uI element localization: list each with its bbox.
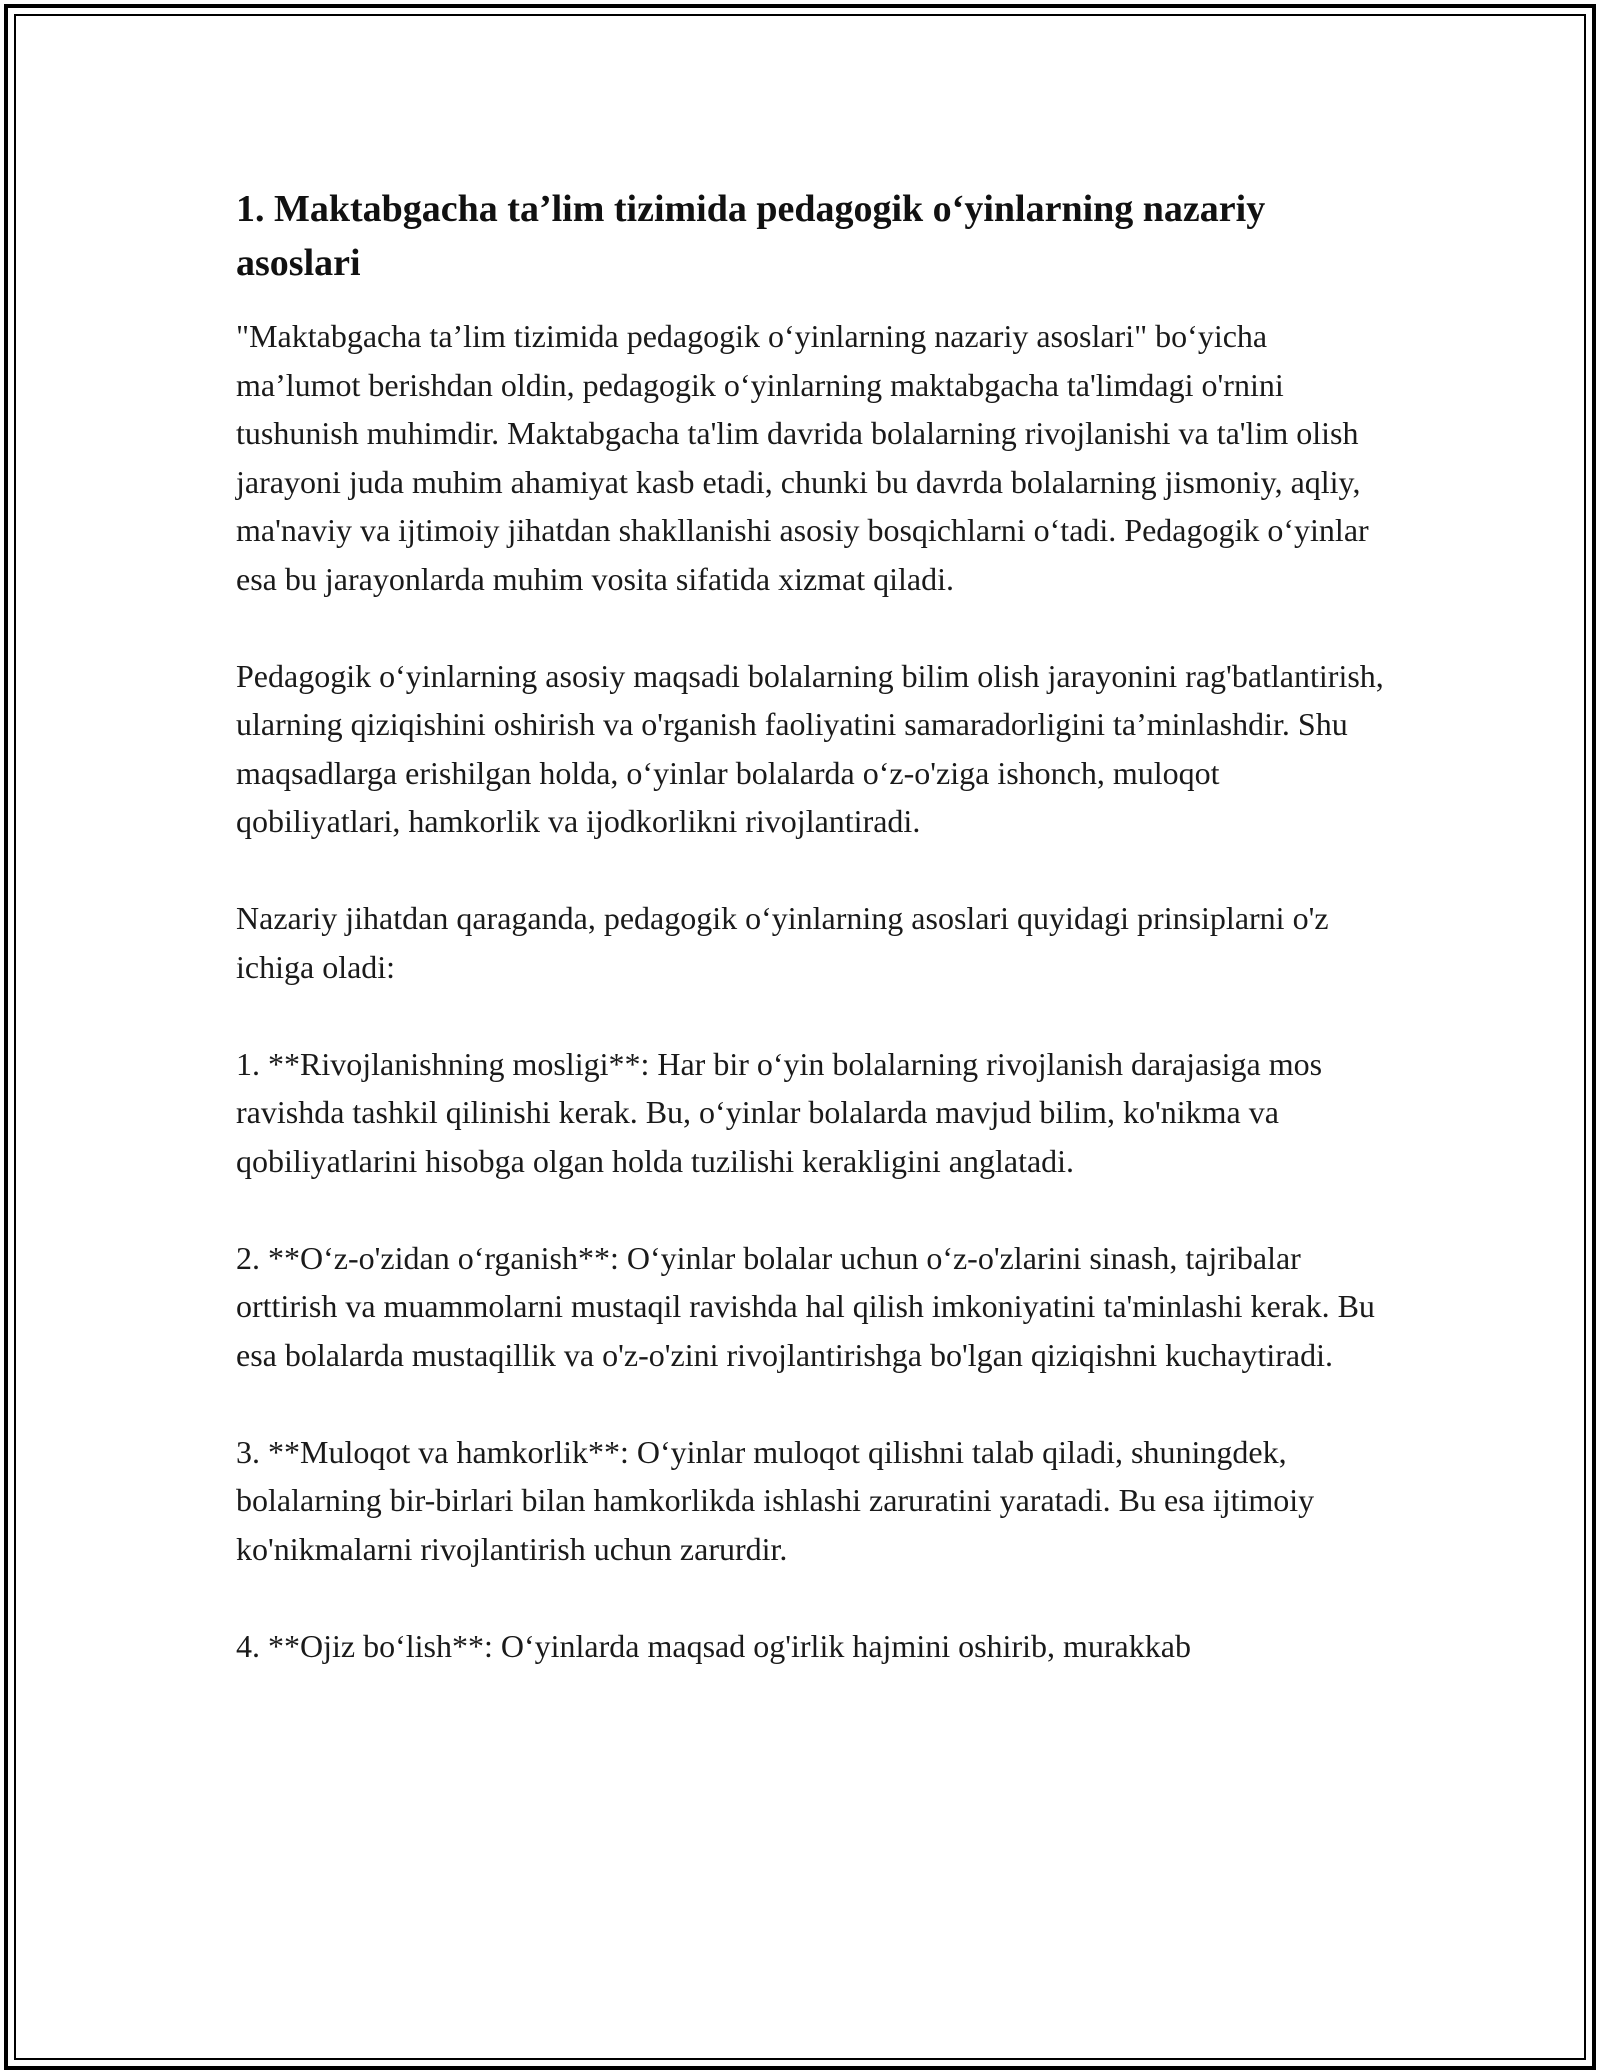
document-page	[236, 182, 1386, 1670]
paragraph-purpose: Pedagogik o‘yinlarning asosiy maqsadi bolalarning bilim olish jarayonini rag'batlantirish, ularning qiziqishini oshirish va o'rganish faoliyatini samaradorligini ta’minlashdir. Shu maqsadlarga erishilgan holda, o‘yinlar bolalarda o‘z-o'ziga ishonch, muloqot qobiliyatlari, hamkorlik va ijodkorlikni rivojlantiradi.	[236, 657, 1384, 839]
list-item-principle-1: 1. **Rivojlanishning mosligi**: Har bir o‘yin bolalarning rivojlanish darajasiga mos ravishda tashkil qilinishi kerak. Bu, o‘yinlar bolalarda mavjud bilim, ko'nikma va qobiliyatlarini hisobga olgan holda tuzilishi kerakligini anglatadi.	[236, 1045, 1323, 1179]
paragraph-intro: "Maktabgacha ta’lim tizimida pedagogik o‘yinlarning nazariy asoslari" bo‘yicha ma’lumot berishdan oldin, pedagogik o‘yinlarning maktabgacha ta'limdagi o'rnini tushunish muhimdir. Maktabgacha ta'lim davrida bolalarning rivojlanishi va ta'lim olish jarayoni juda muhim ahamiyat kasb etadi, chunki bu davrda bolalarning jismoniy, aqliy, ma'naviy va ijtimoiy jihatdan shakllanishi asosiy bosqichlarni o‘tadi. Pedagogik o‘yinlar esa bu jarayonlarda muhim vosita sifatida xizmat qiladi.	[236, 318, 1369, 597]
list-item-principle-2: 2. **O‘z-o'zidan o‘rganish**: O‘yinlar bolalar uchun o‘z-o'zlarini sinash, tajribalar orttirish va muammolarni mustaqil ravishda hal qilish imkoniyatini ta'minlashi kerak. Bu esa bolalarda mustaqillik va o'z-o'zini rivojlantirishga bo'lgan qiziqishni kuchaytiradi.	[236, 1239, 1375, 1373]
list-item-principle-4: 4. **Ojiz bo‘lish**: O‘yinlarda maqsad og'irlik hajmini oshirib, murakkab	[236, 1627, 1191, 1664]
list-item-principle-3: 3. **Muloqot va hamkorlik**: O‘yinlar muloqot qilishni talab qiladi, shuningdek, bolalarning bir-birlari bilan hamkorlikda ishlashi zaruratini yaratadi. Bu esa ijtimoiy ko'nikmalarni rivojlantirish uchun zarurdir.	[236, 1433, 1315, 1567]
paragraph-principles-intro: Nazariy jihatdan qaraganda, pedagogik o‘yinlarning asoslari quyidagi prinsiplarni o'z ichiga oladi:	[236, 900, 1329, 985]
section-heading: 1. Maktabgacha ta’lim tizimida pedagogik o‘yinlarning nazariy asoslari	[236, 188, 1266, 284]
